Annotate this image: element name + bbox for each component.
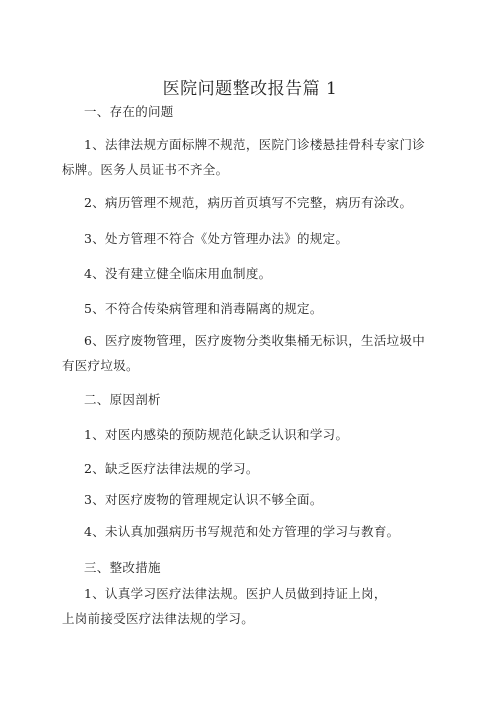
paragraph-line: 2、病历管理不规范，病历首页填写不完整，病历有涂改。 (84, 195, 413, 210)
section-heading-problems: 一、存在的问题 (84, 104, 174, 119)
paragraph-line: 3、对医疗废物的管理规定认识不够全面。 (84, 492, 323, 507)
paragraph-line: 6、医疗废物管理，医疗废物分类收集桶无标识，生活垃圾中 (84, 333, 426, 348)
paragraph-line: 有医疗垃圾。 (62, 358, 139, 373)
section-heading-measures: 三、整改措施 (84, 560, 161, 575)
paragraph-line: 1、对医内感染的预防规范化缺乏认识和学习。 (84, 427, 349, 442)
section-heading-causes: 二、原因剖析 (84, 392, 161, 407)
paragraph-line: 1、认真学习医疗法律法规。医护人员做到持证上岗， (84, 586, 387, 601)
document-title: 医院问题整改报告篇 1 (162, 79, 338, 99)
paragraph-line: 标牌。医务人员证书不齐全。 (62, 162, 229, 177)
paragraph-line: 2、缺乏医疗法律法规的学习。 (84, 461, 259, 476)
paragraph-line: 5、不符合传染病管理和消毒隔离的规定。 (84, 301, 323, 316)
paragraph-line: 1、法律法规方面标牌不规范，医院门诊楼悬挂骨科专家门诊 (84, 137, 426, 152)
paragraph-line: 3、处方管理不符合《处方管理办法》的规定。 (84, 231, 349, 246)
paragraph-line: 4、未认真加强病历书写规范和处方管理的学习与教育。 (84, 524, 400, 539)
paragraph-line: 上岗前接受医疗法律法规的学习。 (62, 611, 255, 626)
paragraph-line: 4、没有建立健全临床用血制度。 (84, 266, 272, 281)
